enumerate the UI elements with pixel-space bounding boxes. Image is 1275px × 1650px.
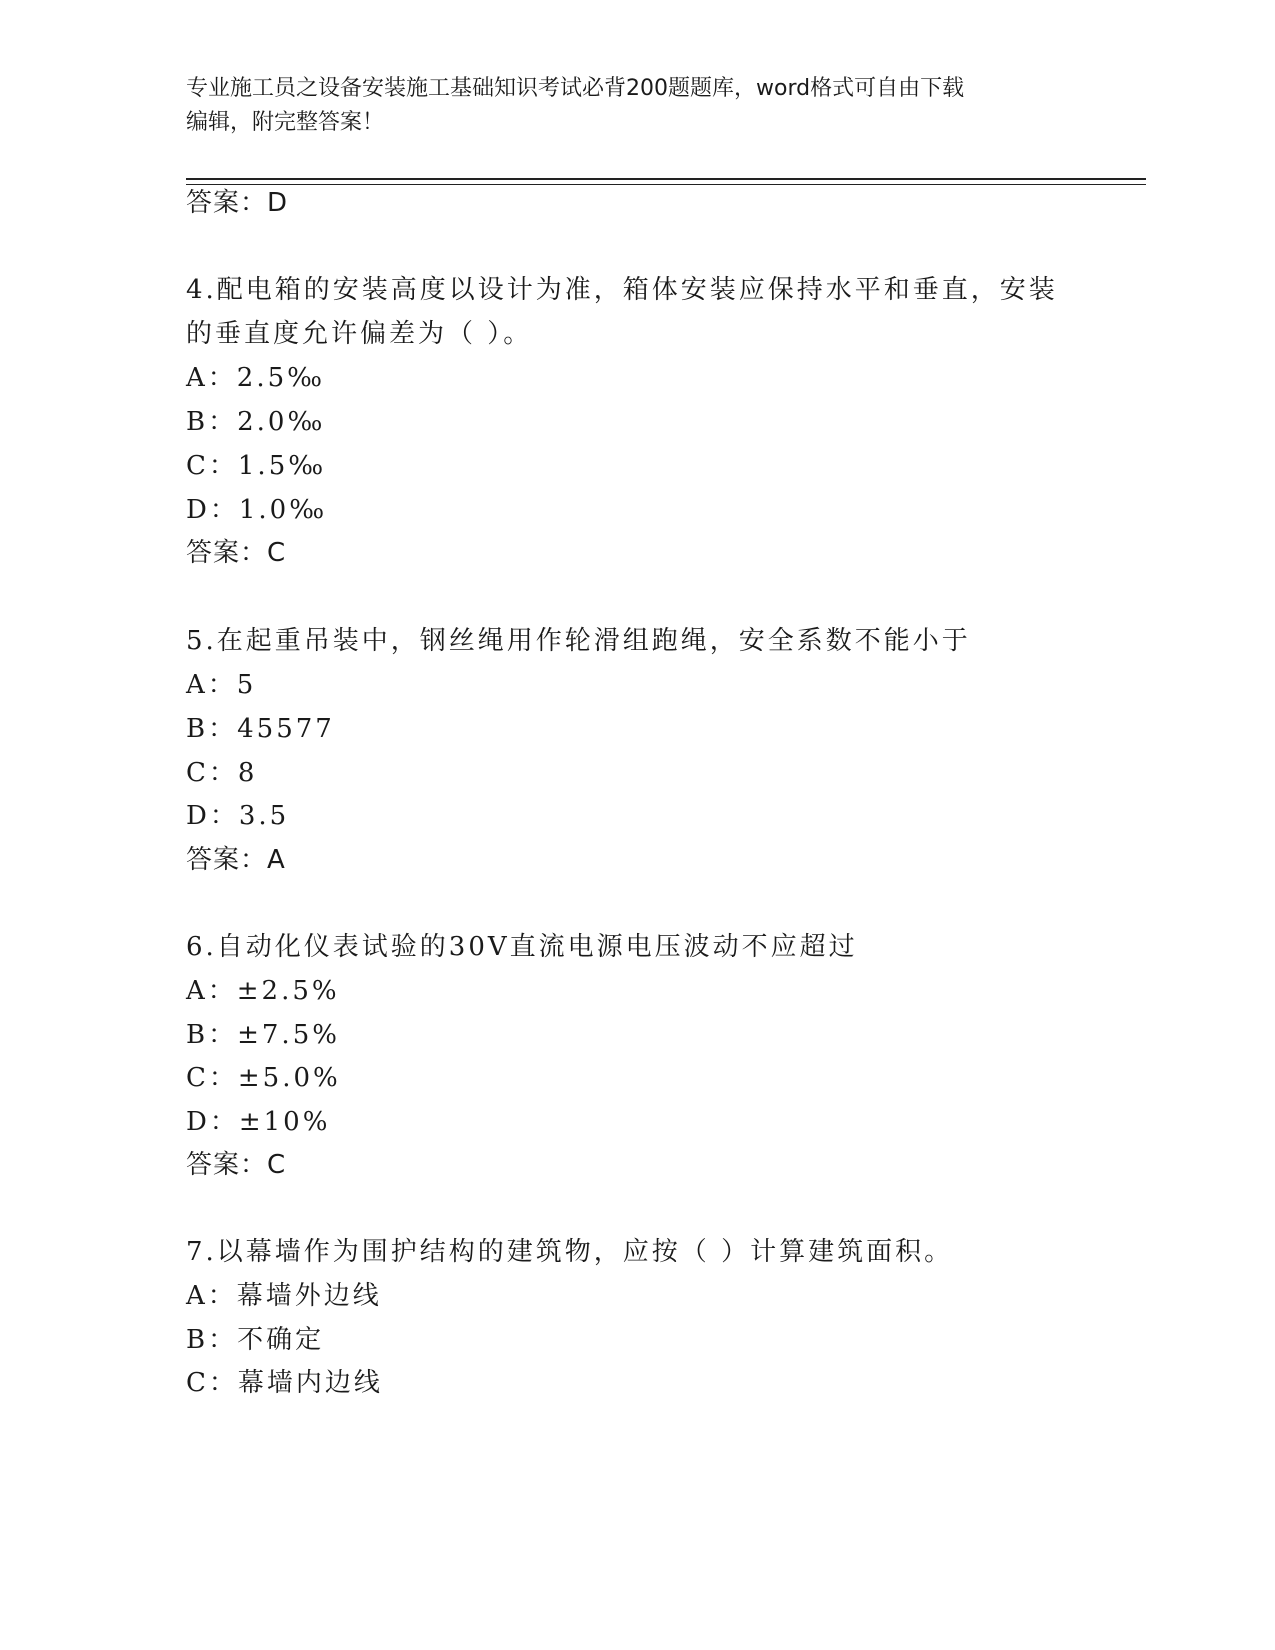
question-5-option-c: C：8 <box>186 758 258 788</box>
question-7-option-a: A：幕墙外边线 <box>186 1281 382 1311</box>
header-rule-thick <box>186 178 1146 180</box>
question-4-line-1: 4.配电箱的安装高度以设计为准，箱体安装应保持水平和垂直，安装 <box>186 275 1058 305</box>
question-6-line-1: 6.自动化仪表试验的30V直流电源电压波动不应超过 <box>186 932 858 962</box>
question-4-option-b: B：2.0‰ <box>186 407 326 437</box>
question-7-option-c: C：幕墙内边线 <box>186 1368 383 1398</box>
question-6-option-c: C：±5.0% <box>186 1063 341 1093</box>
document-header <box>186 72 1086 140</box>
question-6-option-d: D：±10% <box>186 1107 331 1137</box>
question-7-option-b: B：不确定 <box>186 1325 325 1355</box>
question-4-option-c: C：1.5‰ <box>186 451 327 481</box>
answer-q3: 答案：D <box>186 188 289 218</box>
question-5-option-a: A：5 <box>186 670 257 700</box>
header-line-2: 编辑，附完整答案！ <box>186 110 385 135</box>
header-rule-thin <box>186 184 1146 185</box>
answer-q5: 答案：A <box>186 845 286 875</box>
question-4-line-2: 的垂直度允许偏差为（ ）。 <box>186 319 533 349</box>
question-5-line-1: 5.在起重吊装中，钢丝绳用作轮滑组跑绳，安全系数不能小于 <box>186 626 971 656</box>
header-line-1: 专业施工员之设备安装施工基础知识考试必背200题题库，word格式可自由下载 <box>186 76 965 101</box>
question-5-option-d: D：3.5 <box>186 801 290 831</box>
question-6-option-b: B：±7.5% <box>186 1020 340 1050</box>
question-6-option-a: A：±2.5% <box>186 976 340 1006</box>
question-5-option-b: B：45577 <box>186 714 335 744</box>
question-4-option-a: A：2.5‰ <box>186 363 326 393</box>
answer-q4: 答案：C <box>186 538 287 568</box>
question-4-option-d: D：1.0‰ <box>186 495 328 525</box>
answer-q6: 答案：C <box>186 1150 287 1180</box>
question-7-line-1: 7.以幕墙作为围护结构的建筑物，应按（ ）计算建筑面积。 <box>186 1237 954 1267</box>
